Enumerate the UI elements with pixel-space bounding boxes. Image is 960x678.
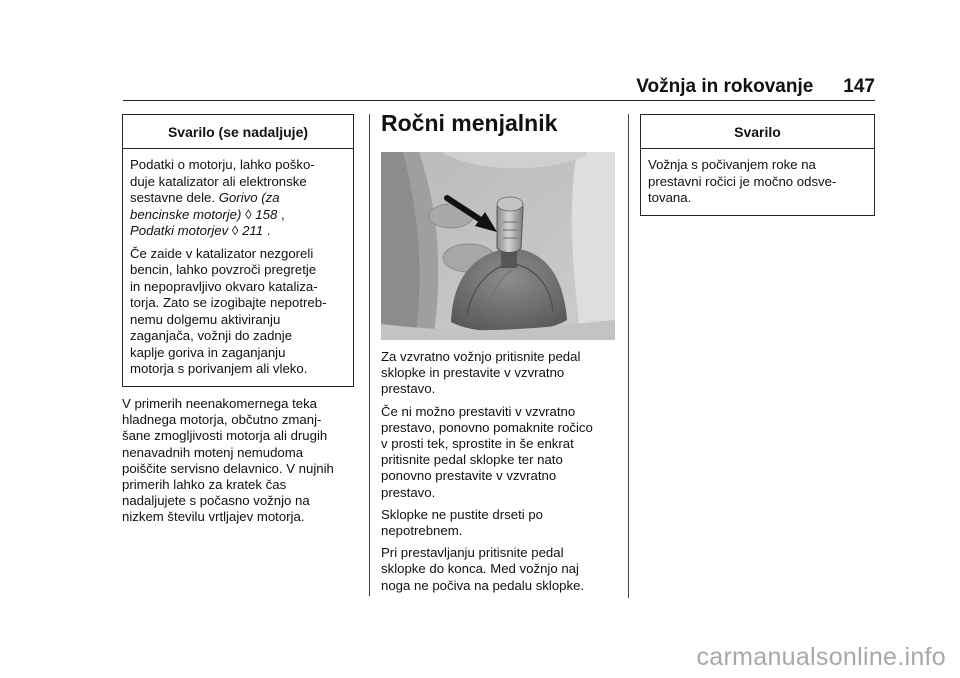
- text-line: prestavo, ponovno pomaknite ročico: [381, 419, 593, 435]
- text-line: torja. Zato se izogibajte nepotreb-: [130, 295, 327, 310]
- page-reference-arrow-icon: ◊: [245, 206, 252, 222]
- text-line: hladnega motorja, občutno zmanj-: [122, 412, 322, 428]
- page-reference-arrow-icon: ◊: [231, 223, 239, 238]
- text-line: V primerih neenakomernega teka: [122, 396, 317, 411]
- text-line: motorja s porivanjem ali vleko.: [130, 361, 308, 376]
- reverse-gear-retry-paragraph: [381, 404, 626, 501]
- text-line: prestavni ročici je močno odsve-: [648, 173, 837, 189]
- text-line: primerih lahko za kratek čas: [122, 477, 287, 493]
- text-line: prestavo.: [381, 484, 436, 500]
- text-line: pritisnite pedal sklopke ter nato: [381, 452, 563, 468]
- text-line: Če zaide v katalizator nezgoreli: [130, 245, 314, 261]
- text-line: šane zmogljivosti motorja ali drugih: [122, 428, 328, 444]
- engine-data-reference-link[interactable]: Podatki motorjev: [130, 223, 232, 238]
- reverse-gear-paragraph: [381, 349, 626, 398]
- text-line: Pri prestavljanju pritisnite pedal: [381, 545, 564, 561]
- text-line: sestavne dele.: [130, 190, 219, 205]
- text-line: zaganjača, vožnji do zadnje: [130, 328, 293, 343]
- fuel-reference-link[interactable]: bencinske motorje): [130, 206, 246, 222]
- text-line: sklopke in prestavite v vzvratno: [381, 365, 565, 381]
- fuel-reference-link[interactable]: Gorivo (za: [218, 190, 280, 205]
- warning-box-body: [123, 149, 353, 386]
- text-line: bencin, lahko povzroči pregretje: [130, 262, 317, 277]
- warning-box-title: Svarilo (se nadaljuje): [123, 115, 353, 149]
- text-line: Sklopke ne pustite drseti po: [381, 506, 544, 522]
- running-header: [636, 76, 875, 98]
- text-line: sklopke do konca. Med vožnjo naj: [381, 561, 579, 577]
- text-line: duje katalizator ali elektronske: [130, 173, 307, 189]
- text-line: nenavadnih motenj nemudoma: [122, 444, 304, 460]
- section-title: Ročni menjalnik: [381, 110, 558, 136]
- column-divider-left: [369, 114, 370, 596]
- text-line: Vožnja s počivanjem roke na: [648, 157, 816, 172]
- engine-malfunction-paragraph: [122, 396, 362, 526]
- warning-paragraph-catalyst: [130, 246, 345, 378]
- text-line: noga ne počiva na pedalu sklopke.: [381, 577, 585, 593]
- text-line: ponovno prestavite v vzvratno: [381, 468, 557, 484]
- text-line: ,: [280, 206, 285, 222]
- section-header-title: Vožnja in rokovanje: [636, 76, 814, 97]
- text-line: Za vzvratno vožnjo pritisnite pedal: [381, 349, 581, 364]
- shifting-paragraph: [381, 545, 626, 594]
- text-line: nadaljujete s počasno vožnjo na: [122, 493, 310, 509]
- page-reference-158[interactable]: 158: [251, 206, 281, 222]
- gear-lever-illustration: [381, 152, 615, 340]
- warning-box-gear-lever: [640, 114, 875, 216]
- text-line: tovana.: [648, 190, 692, 205]
- page-reference-211[interactable]: 211: [238, 223, 267, 238]
- text-line: Podatki o motorju, lahko poško-: [130, 157, 315, 172]
- gear-lever-image: [381, 152, 615, 340]
- text-line: nizkem številu vrtljajev motorja.: [122, 509, 305, 525]
- text-line: nepotrebnem.: [381, 523, 463, 539]
- text-line: Če ni možno prestaviti v vzvratno: [381, 403, 576, 419]
- clutch-slip-paragraph: [381, 507, 626, 539]
- text-line: nemu dolgemu aktiviranju: [130, 311, 281, 327]
- text-line: prestavo.: [381, 381, 436, 397]
- warning-box-body: [641, 149, 874, 215]
- text-line: in nepopravljivo okvaro kataliza-: [130, 278, 318, 294]
- column-divider-right: [628, 114, 629, 598]
- watermark: carmanualsonline.info: [696, 643, 946, 671]
- page-number: 147: [843, 76, 875, 97]
- text-line: v prosti tek, sprostite in še enkrat: [381, 436, 574, 452]
- warning-box-title: Svarilo: [641, 115, 874, 149]
- text-line: .: [266, 223, 271, 238]
- text-line: kaplje goriva in zaganjanju: [130, 344, 286, 360]
- warning-paragraph-references: [130, 157, 345, 240]
- header-rule: [123, 100, 875, 101]
- manual-transmission-text: [381, 349, 626, 600]
- text-line: poiščite servisno delavnico. V nujnih: [122, 460, 334, 476]
- warning-box-continued: [122, 114, 354, 387]
